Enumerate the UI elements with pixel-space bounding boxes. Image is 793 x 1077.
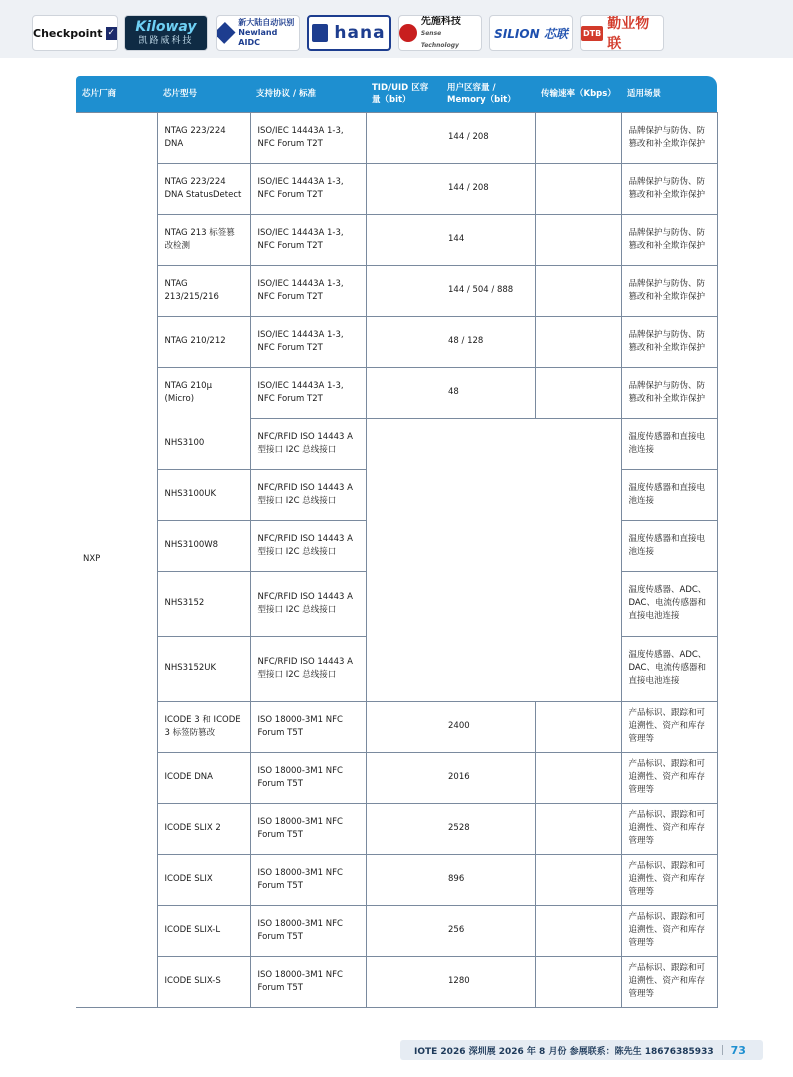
sponsor-logo-bar — [0, 0, 793, 58]
sense-logo-en: Sense Technology — [420, 29, 459, 49]
protocol-cell: ISO/IEC 14443A 1-3, NFC Forum T2T — [250, 367, 366, 418]
rate-cell — [535, 418, 621, 469]
table-row — [76, 265, 717, 316]
scenario-cell: 产品标识、跟踪和可追溯性、资产和库存管理等 — [621, 701, 717, 752]
memory-cell: 2016 — [441, 752, 535, 803]
scenario-cell: 品牌保护与防伪、防篡改和补全欺诈保护 — [621, 367, 717, 418]
silion-logo — [489, 15, 573, 51]
chip-spec-table-wrapper — [76, 76, 717, 1008]
memory-cell — [441, 469, 535, 520]
scenario-cell: 品牌保护与防伪、防篡改和补全欺诈保护 — [621, 265, 717, 316]
model-cell: NHS3100W8 — [157, 520, 250, 571]
model-cell: NHS3152 — [157, 571, 250, 636]
model-cell: NTAG 210μ (Micro) — [157, 367, 250, 418]
protocol-cell: ISO/IEC 14443A 1-3, NFC Forum T2T — [250, 316, 366, 367]
memory-cell — [441, 520, 535, 571]
tid-cell — [366, 956, 441, 1007]
rate-cell — [535, 571, 621, 636]
page-footer — [400, 1040, 763, 1060]
tid-cell — [366, 214, 441, 265]
hana-logo-text: hana — [334, 23, 386, 43]
scenario-cell: 产品标识、跟踪和可追溯性、资产和库存管理等 — [621, 905, 717, 956]
silion-logo-text: SILION 芯联 — [494, 26, 568, 41]
table-row — [76, 520, 717, 571]
table-row — [76, 112, 717, 163]
rate-cell — [535, 752, 621, 803]
model-cell: ICODE DNA — [157, 752, 250, 803]
protocol-cell: ISO/IEC 14443A 1-3, NFC Forum T2T — [250, 163, 366, 214]
footer-divider — [722, 1045, 723, 1055]
memory-cell: 1280 — [441, 956, 535, 1007]
checkpoint-logo-text: Checkpoint — [33, 26, 103, 40]
model-cell: ICODE SLIX 2 — [157, 803, 250, 854]
table-row — [76, 571, 717, 636]
rate-cell — [535, 520, 621, 571]
table-row — [76, 316, 717, 367]
header-tid: TID/UID 区容量（bit） — [366, 76, 441, 112]
rate-cell — [535, 701, 621, 752]
table-row — [76, 752, 717, 803]
memory-cell — [441, 571, 535, 636]
model-cell: NTAG 213 标签篡改检测 — [157, 214, 250, 265]
newland-logo-cn: 新大陆自动识别 — [238, 18, 295, 27]
tid-cell — [366, 701, 441, 752]
memory-cell: 2528 — [441, 803, 535, 854]
memory-cell: 2400 — [441, 701, 535, 752]
rate-cell — [535, 316, 621, 367]
memory-cell: 144 / 504 / 888 — [441, 265, 535, 316]
rate-cell — [535, 469, 621, 520]
scenario-cell: 品牌保护与防伪、防篡改和补全欺诈保护 — [621, 214, 717, 265]
rate-cell — [535, 905, 621, 956]
protocol-cell: NFC/RFID ISO 14443 A 型接口 I2C 总线接口 — [250, 571, 366, 636]
model-cell: NTAG 223/224 DNA — [157, 112, 250, 163]
model-cell: ICODE 3 和 ICODE 3 标签防篡改 — [157, 701, 250, 752]
protocol-cell: ISO 18000-3M1 NFC Forum T5T — [250, 905, 366, 956]
rate-cell — [535, 367, 621, 418]
table-row — [76, 956, 717, 1007]
memory-cell: 256 — [441, 905, 535, 956]
tid-cell — [366, 112, 441, 163]
header-rate: 传输速率（Kbps） — [535, 76, 621, 112]
sense-mark-icon — [399, 24, 417, 42]
scenario-cell: 产品标识、跟踪和可追溯性、资产和库存管理等 — [621, 854, 717, 905]
dtb-logo-cn: 勤业物联 — [607, 16, 650, 51]
rate-cell — [535, 803, 621, 854]
page-number: 73 — [730, 1043, 746, 1057]
hana-logo — [307, 15, 391, 51]
protocol-cell: ISO 18000-3M1 NFC Forum T5T — [250, 854, 366, 905]
protocol-cell: NFC/RFID ISO 14443 A 型接口 I2C 总线接口 — [250, 520, 366, 571]
tid-cell — [366, 905, 441, 956]
tid-cell — [366, 636, 441, 701]
rate-cell — [535, 636, 621, 701]
checkpoint-logo — [32, 15, 118, 51]
header-protocol: 支持协议 / 标准 — [250, 76, 366, 112]
protocol-cell: ISO 18000-3M1 NFC Forum T5T — [250, 752, 366, 803]
tid-cell — [366, 803, 441, 854]
tid-cell — [366, 316, 441, 367]
model-cell: NHS3100 — [157, 418, 250, 469]
table-row — [76, 367, 717, 418]
memory-cell: 144 / 208 — [441, 163, 535, 214]
protocol-cell: ISO 18000-3M1 NFC Forum T5T — [250, 701, 366, 752]
footer-text: IOTE 2026 深圳展 2026 年 8 月份 参展联系：陈先生 18676385933 — [414, 1046, 714, 1057]
sense-logo-cn: 先施科技 — [420, 15, 461, 27]
protocol-cell: ISO 18000-3M1 NFC Forum T5T — [250, 803, 366, 854]
dtb-logo — [580, 15, 664, 51]
protocol-cell: ISO/IEC 14443A 1-3, NFC Forum T2T — [250, 112, 366, 163]
protocol-cell: ISO 18000-3M1 NFC Forum T5T — [250, 956, 366, 1007]
sense-logo — [398, 15, 482, 51]
scenario-cell: 温度传感器、ADC、DAC、电流传感器和直接电池连接 — [621, 571, 717, 636]
memory-cell: 144 / 208 — [441, 112, 535, 163]
rate-cell — [535, 854, 621, 905]
scenario-cell: 产品标识、跟踪和可追溯性、资产和库存管理等 — [621, 752, 717, 803]
tid-cell — [366, 265, 441, 316]
tid-cell — [366, 752, 441, 803]
scenario-cell: 品牌保护与防伪、防篡改和补全欺诈保护 — [621, 163, 717, 214]
scenario-cell: 温度传感器和直接电池连接 — [621, 418, 717, 469]
scenario-cell: 产品标识、跟踪和可追溯性、资产和库存管理等 — [621, 803, 717, 854]
newland-mark-icon — [216, 22, 236, 44]
table-row — [76, 214, 717, 265]
table-row — [76, 163, 717, 214]
scenario-cell: 温度传感器、ADC、DAC、电流传感器和直接电池连接 — [621, 636, 717, 701]
tid-cell — [366, 854, 441, 905]
scenario-cell: 温度传感器和直接电池连接 — [621, 520, 717, 571]
model-cell: NTAG 223/224 DNA StatusDetect — [157, 163, 250, 214]
model-cell: NHS3152UK — [157, 636, 250, 701]
table-header-row — [76, 76, 717, 112]
newland-logo-en: Newland AIDC — [238, 28, 278, 47]
tid-cell — [366, 520, 441, 571]
tid-cell — [366, 469, 441, 520]
tid-cell — [366, 571, 441, 636]
table-row — [76, 905, 717, 956]
rate-cell — [535, 112, 621, 163]
table-row — [76, 701, 717, 752]
checkpoint-mark-icon: ✓ — [107, 27, 116, 38]
model-cell: NTAG 213/215/216 — [157, 265, 250, 316]
memory-cell — [441, 418, 535, 469]
header-model: 芯片型号 — [157, 76, 250, 112]
table-row — [76, 636, 717, 701]
header-memory: 用户区容量 / Memory（bit） — [441, 76, 535, 112]
protocol-cell: ISO/IEC 14443A 1-3, NFC Forum T2T — [250, 214, 366, 265]
table-row — [76, 418, 717, 469]
kiloway-logo — [124, 15, 208, 51]
rate-cell — [535, 163, 621, 214]
scenario-cell: 温度传感器和直接电池连接 — [621, 469, 717, 520]
dtb-logo-mark: DTB — [581, 26, 603, 41]
protocol-cell: NFC/RFID ISO 14443 A 型接口 I2C 总线接口 — [250, 418, 366, 469]
tid-cell — [366, 418, 441, 469]
rate-cell — [535, 265, 621, 316]
protocol-cell: ISO/IEC 14443A 1-3, NFC Forum T2T — [250, 265, 366, 316]
tid-cell — [366, 163, 441, 214]
memory-cell: 144 — [441, 214, 535, 265]
scenario-cell: 品牌保护与防伪、防篡改和补全欺诈保护 — [621, 316, 717, 367]
newland-logo — [216, 15, 300, 51]
model-cell: ICODE SLIX-S — [157, 956, 250, 1007]
kiloway-logo-name: Kiloway — [135, 19, 197, 35]
memory-cell: 48 — [441, 367, 535, 418]
tid-cell — [366, 367, 441, 418]
memory-cell: 896 — [441, 854, 535, 905]
model-cell: ICODE SLIX — [157, 854, 250, 905]
memory-cell: 48 / 128 — [441, 316, 535, 367]
table-row — [76, 854, 717, 905]
model-cell: NTAG 210/212 — [157, 316, 250, 367]
memory-cell — [441, 636, 535, 701]
rate-cell — [535, 214, 621, 265]
header-scenario: 适用场景 — [621, 76, 717, 112]
protocol-cell: NFC/RFID ISO 14443 A 型接口 I2C 总线接口 — [250, 469, 366, 520]
header-vendor: 芯片厂商 — [76, 76, 157, 112]
table-row — [76, 803, 717, 854]
rate-cell — [535, 956, 621, 1007]
table-row — [76, 469, 717, 520]
scenario-cell: 品牌保护与防伪、防篡改和补全欺诈保护 — [621, 112, 717, 163]
kiloway-logo-cn: 凯路威科技 — [138, 36, 194, 46]
vendor-cell: NXP — [76, 112, 157, 1007]
hana-mark-icon — [312, 24, 328, 42]
model-cell: NHS3100UK — [157, 469, 250, 520]
scenario-cell: 产品标识、跟踪和可追溯性、资产和库存管理等 — [621, 956, 717, 1007]
model-cell: ICODE SLIX-L — [157, 905, 250, 956]
protocol-cell: NFC/RFID ISO 14443 A 型接口 I2C 总线接口 — [250, 636, 366, 701]
chip-spec-table — [76, 76, 718, 1008]
